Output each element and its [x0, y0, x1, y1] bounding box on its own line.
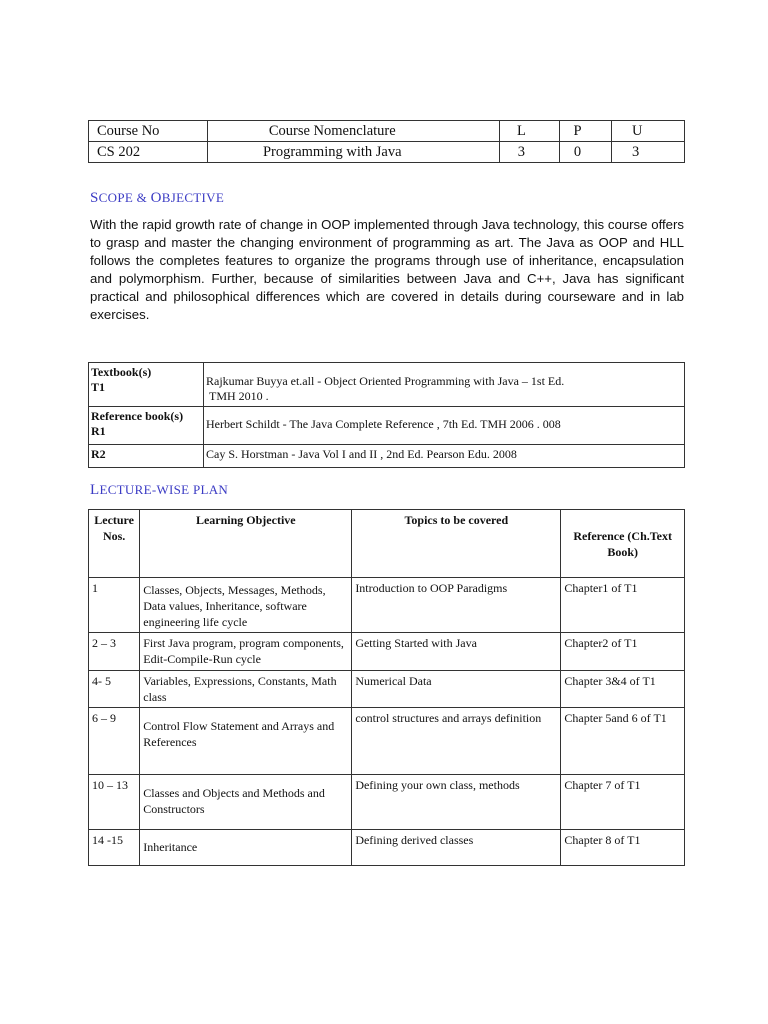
books-text: Cay S. Horstman - Java Vol I and II , 2nd Ed. Pearson Edu. 2008	[204, 445, 685, 468]
objective-cell: Classes, Objects, Messages, Methods, Data values, Inheritance, software engineering life cycle	[140, 578, 352, 633]
objective-cell: Classes and Objects and Methods and Constructors	[140, 775, 352, 830]
table-row	[89, 775, 685, 830]
lecture-cell: 6 – 9	[89, 708, 140, 775]
l-cell: 3	[499, 142, 559, 163]
lecture-cell: 14 -15	[89, 830, 140, 866]
lecture-cell: 4- 5	[89, 671, 140, 708]
objective-cell: First Java program, program components, Edit-Compile-Run cycle	[140, 633, 352, 671]
header-lecture-nos: Lecture Nos.	[89, 510, 140, 578]
header-topics: Topics to be covered	[352, 510, 561, 578]
reference-cell: Chapter2 of T1	[561, 633, 685, 671]
books-label: Textbook(s) T1	[89, 363, 204, 407]
u-cell: 3	[611, 142, 684, 163]
table-row	[89, 578, 685, 633]
books-table	[88, 362, 685, 468]
books-label: R2	[89, 445, 204, 468]
course-table	[88, 120, 685, 163]
lecture-plan-heading: LECTURE-WISE PLAN	[90, 482, 229, 498]
reference-cell: Chapter 7 of T1	[561, 775, 685, 830]
table-row	[89, 671, 685, 708]
topics-cell: Introduction to OOP Paradigms	[352, 578, 561, 633]
objective-cell: Variables, Expressions, Constants, Math class	[140, 671, 352, 708]
books-label: Reference book(s) R1	[89, 407, 204, 445]
course-table-row	[89, 142, 685, 163]
scope-objective-heading: SCOPE & OBJECTIVE	[90, 190, 225, 206]
lecture-table-header-row	[89, 510, 685, 578]
course-nomenclature-cell: Programming with Java	[207, 142, 499, 163]
header-reference: Reference (Ch.Text Book)	[561, 510, 685, 578]
course-no-cell: CS 202	[89, 142, 208, 163]
books-row-textbook	[89, 363, 685, 407]
table-row	[89, 708, 685, 775]
table-row	[89, 830, 685, 866]
p-cell: 0	[560, 142, 612, 163]
header-course-nomenclature: Course Nomenclature	[207, 121, 499, 142]
lecture-cell: 1	[89, 578, 140, 633]
objective-cell: Control Flow Statement and Arrays and References	[140, 708, 352, 775]
books-row-reference	[89, 407, 685, 445]
reference-cell: Chapter1 of T1	[561, 578, 685, 633]
header-l: L	[499, 121, 559, 142]
header-p: P	[560, 121, 612, 142]
course-table-header-row	[89, 121, 685, 142]
objective-cell: Inheritance	[140, 830, 352, 866]
books-text: Herbert Schildt - The Java Complete Reference , 7th Ed. TMH 2006 . 008	[204, 407, 685, 445]
topics-cell: Getting Started with Java	[352, 633, 561, 671]
topics-cell: control structures and arrays definition	[352, 708, 561, 775]
lecture-cell: 2 – 3	[89, 633, 140, 671]
books-row-r2	[89, 445, 685, 468]
books-text: Rajkumar Buyya et.all - Object Oriented Programming with Java – 1st Ed. TMH 2010 .	[204, 363, 685, 407]
reference-cell: Chapter 8 of T1	[561, 830, 685, 866]
header-learning-objective: Learning Objective	[140, 510, 352, 578]
table-row	[89, 633, 685, 671]
lecture-cell: 10 – 13	[89, 775, 140, 830]
lecture-plan-table	[88, 509, 685, 866]
topics-cell: Defining derived classes	[352, 830, 561, 866]
header-course-no: Course No	[89, 121, 208, 142]
topics-cell: Defining your own class, methods	[352, 775, 561, 830]
reference-cell: Chapter 5and 6 of T1	[561, 708, 685, 775]
reference-cell: Chapter 3&4 of T1	[561, 671, 685, 708]
scope-paragraph: With the rapid growth rate of change in OOP implemented through Java technology, this course offers to grasp and master the changing environment of programming as art. The Java as OOP and HLL follows the completes features to organize the programs through use of inheritance, encapsulation and polymorphism. Further, because of similarities between Java and C++, Java has significant practical and philosophical differences which are covered in details during courseware and in lab exercises.	[90, 217, 684, 322]
header-u: U	[611, 121, 684, 142]
topics-cell: Numerical Data	[352, 671, 561, 708]
